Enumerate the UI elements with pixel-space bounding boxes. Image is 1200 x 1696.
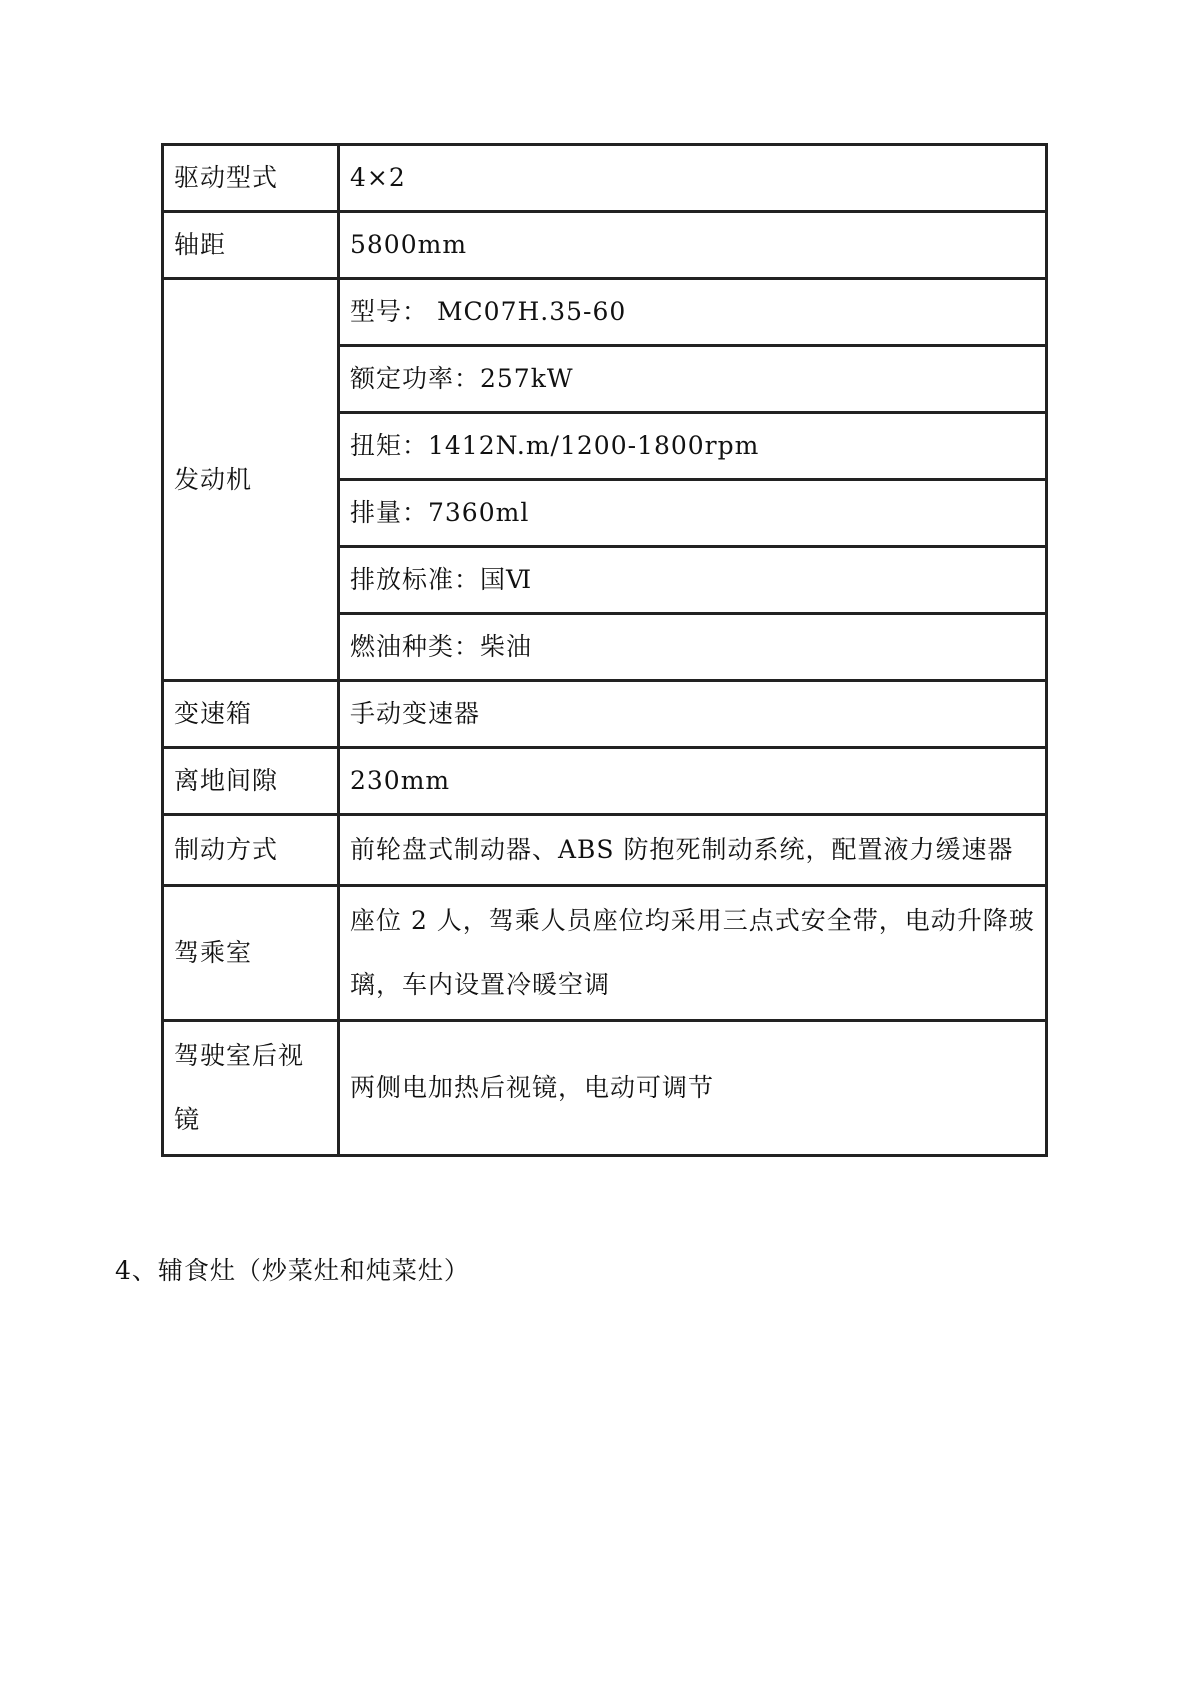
table-row	[163, 279, 1047, 346]
row-label: 驾乘室	[163, 886, 339, 1021]
table-row	[163, 681, 1047, 748]
spec-table	[161, 143, 1048, 1157]
table-row	[163, 212, 1047, 279]
engine-emission-value: 排放标准：国Ⅵ	[339, 547, 1047, 614]
table-row	[163, 1021, 1047, 1156]
row-label: 制动方式	[163, 815, 339, 886]
engine-torque-value: 扭矩：1412N.m/1200-1800rpm	[339, 413, 1047, 480]
row-label: 驾驶室后视镜	[163, 1021, 339, 1156]
row-value: 手动变速器	[339, 681, 1047, 748]
table-row	[163, 748, 1047, 815]
engine-model-value: 型号： MC07H.35-60	[339, 279, 1047, 346]
table-row	[163, 886, 1047, 1021]
engine-displacement-value: 排量：7360ml	[339, 480, 1047, 547]
row-value: 座位 2 人，驾乘人员座位均采用三点式安全带，电动升降玻璃，车内设置冷暖空调	[339, 886, 1047, 1021]
row-label: 变速箱	[163, 681, 339, 748]
row-value: 230mm	[339, 748, 1047, 815]
row-label: 驱动型式	[163, 145, 339, 212]
row-value: 4×2	[339, 145, 1047, 212]
row-label: 轴距	[163, 212, 339, 279]
table-row	[163, 145, 1047, 212]
row-value: 5800mm	[339, 212, 1047, 279]
row-label: 离地间隙	[163, 748, 339, 815]
section-heading: 4、辅食灶（炒菜灶和炖菜灶）	[115, 1256, 470, 1285]
row-label: 发动机	[163, 279, 339, 681]
engine-power-value: 额定功率：257kW	[339, 346, 1047, 413]
row-value: 前轮盘式制动器、ABS 防抱死制动系统，配置液力缓速器	[339, 815, 1047, 886]
row-value: 两侧电加热后视镜，电动可调节	[339, 1021, 1047, 1156]
table-row	[163, 815, 1047, 886]
engine-fuel-value: 燃油种类：柴油	[339, 614, 1047, 681]
